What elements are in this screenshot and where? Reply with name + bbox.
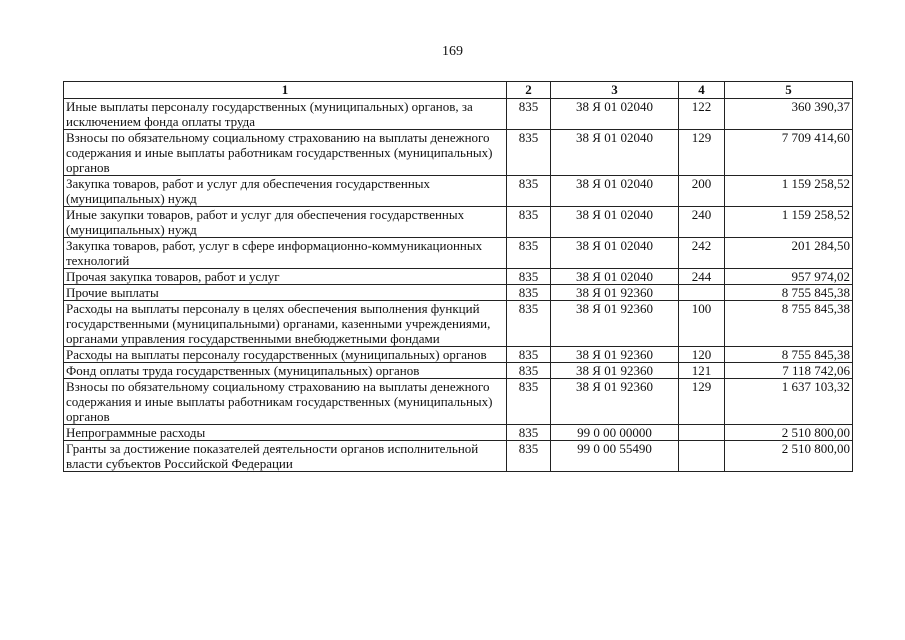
- row-article-code: 38 Я 01 02040: [551, 130, 679, 176]
- row-article-code: 38 Я 01 02040: [551, 99, 679, 130]
- column-header-name: 1: [64, 82, 507, 99]
- row-expense-type: [679, 425, 725, 441]
- row-amount: 7 118 742,06: [725, 363, 853, 379]
- table-row: [64, 238, 853, 269]
- row-name: Фонд оплаты труда государственных (муниципальных) органов: [64, 363, 507, 379]
- row-amount: 1 159 258,52: [725, 176, 853, 207]
- row-article-code: 38 Я 01 92360: [551, 301, 679, 347]
- row-ministry-code: 835: [507, 379, 551, 425]
- row-expense-type: 240: [679, 207, 725, 238]
- row-amount: 8 755 845,38: [725, 347, 853, 363]
- budget-table: [63, 81, 853, 472]
- row-name: Прочие выплаты: [64, 285, 507, 301]
- row-expense-type: 122: [679, 99, 725, 130]
- row-article-code: 38 Я 01 02040: [551, 269, 679, 285]
- row-expense-type: 244: [679, 269, 725, 285]
- row-name: Расходы на выплаты персоналу государственных (муниципальных) органов: [64, 347, 507, 363]
- row-ministry-code: 835: [507, 99, 551, 130]
- row-article-code: 99 0 00 55490: [551, 441, 679, 472]
- row-expense-type: 129: [679, 130, 725, 176]
- row-name: Закупка товаров, работ, услуг в сфере информационно-коммуникационных технологий: [64, 238, 507, 269]
- row-amount: 8 755 845,38: [725, 285, 853, 301]
- row-name: Расходы на выплаты персоналу в целях обеспечения выполнения функций государственными (муниципальными) органами, казенными учреждениями, органами управления государственными внебюджетными фондами: [64, 301, 507, 347]
- row-name: Взносы по обязательному социальному страхованию на выплаты денежного содержания и иные выплаты работникам государственных (муниципальных) органов: [64, 130, 507, 176]
- page-number: 169: [442, 44, 463, 59]
- table-row: [64, 363, 853, 379]
- table-row: [64, 347, 853, 363]
- column-header-expense-type: 4: [679, 82, 725, 99]
- row-article-code: 38 Я 01 92360: [551, 363, 679, 379]
- row-name: Иные выплаты персоналу государственных (муниципальных) органов, за исключением фонда оплаты труда: [64, 99, 507, 130]
- row-amount: 8 755 845,38: [725, 301, 853, 347]
- row-article-code: 38 Я 01 02040: [551, 238, 679, 269]
- table-row: [64, 379, 853, 425]
- row-amount: 7 709 414,60: [725, 130, 853, 176]
- row-article-code: 38 Я 01 92360: [551, 347, 679, 363]
- row-expense-type: 120: [679, 347, 725, 363]
- table-row: [64, 176, 853, 207]
- row-name: Гранты за достижение показателей деятельности органов исполнительной власти субъектов Российской Федерации: [64, 441, 507, 472]
- row-amount: 1 159 258,52: [725, 207, 853, 238]
- row-name: Иные закупки товаров, работ и услуг для обеспечения государственных (муниципальных) нужд: [64, 207, 507, 238]
- row-amount: 201 284,50: [725, 238, 853, 269]
- row-amount: 957 974,02: [725, 269, 853, 285]
- column-header-amount: 5: [725, 82, 853, 99]
- row-ministry-code: 835: [507, 425, 551, 441]
- row-name: Непрограммные расходы: [64, 425, 507, 441]
- column-header-article: 3: [551, 82, 679, 99]
- row-expense-type: [679, 441, 725, 472]
- table-row: [64, 441, 853, 472]
- table-row: [64, 130, 853, 176]
- row-ministry-code: 835: [507, 285, 551, 301]
- row-name: Взносы по обязательному социальному страхованию на выплаты денежного содержания и иные выплаты работникам государственных (муниципальных) органов: [64, 379, 507, 425]
- table-row: [64, 285, 853, 301]
- row-expense-type: 121: [679, 363, 725, 379]
- row-ministry-code: 835: [507, 269, 551, 285]
- row-expense-type: 129: [679, 379, 725, 425]
- row-name: Прочая закупка товаров, работ и услуг: [64, 269, 507, 285]
- table-row: [64, 425, 853, 441]
- row-article-code: 38 Я 01 02040: [551, 207, 679, 238]
- row-expense-type: 200: [679, 176, 725, 207]
- row-amount: 360 390,37: [725, 99, 853, 130]
- row-article-code: 99 0 00 00000: [551, 425, 679, 441]
- row-amount: 1 637 103,32: [725, 379, 853, 425]
- row-article-code: 38 Я 01 02040: [551, 176, 679, 207]
- row-article-code: 38 Я 01 92360: [551, 379, 679, 425]
- table-row: [64, 301, 853, 347]
- table-row: [64, 99, 853, 130]
- row-article-code: 38 Я 01 92360: [551, 285, 679, 301]
- row-expense-type: 242: [679, 238, 725, 269]
- row-ministry-code: 835: [507, 130, 551, 176]
- row-ministry-code: 835: [507, 363, 551, 379]
- table-row: [64, 207, 853, 238]
- row-expense-type: [679, 285, 725, 301]
- row-name: Закупка товаров, работ и услуг для обеспечения государственных (муниципальных) нужд: [64, 176, 507, 207]
- table-row: [64, 269, 853, 285]
- row-ministry-code: 835: [507, 441, 551, 472]
- row-amount: 2 510 800,00: [725, 441, 853, 472]
- header-row: [64, 82, 853, 99]
- column-header-ministry: 2: [507, 82, 551, 99]
- row-amount: 2 510 800,00: [725, 425, 853, 441]
- row-ministry-code: 835: [507, 347, 551, 363]
- row-expense-type: 100: [679, 301, 725, 347]
- row-ministry-code: 835: [507, 207, 551, 238]
- row-ministry-code: 835: [507, 301, 551, 347]
- row-ministry-code: 835: [507, 176, 551, 207]
- row-ministry-code: 835: [507, 238, 551, 269]
